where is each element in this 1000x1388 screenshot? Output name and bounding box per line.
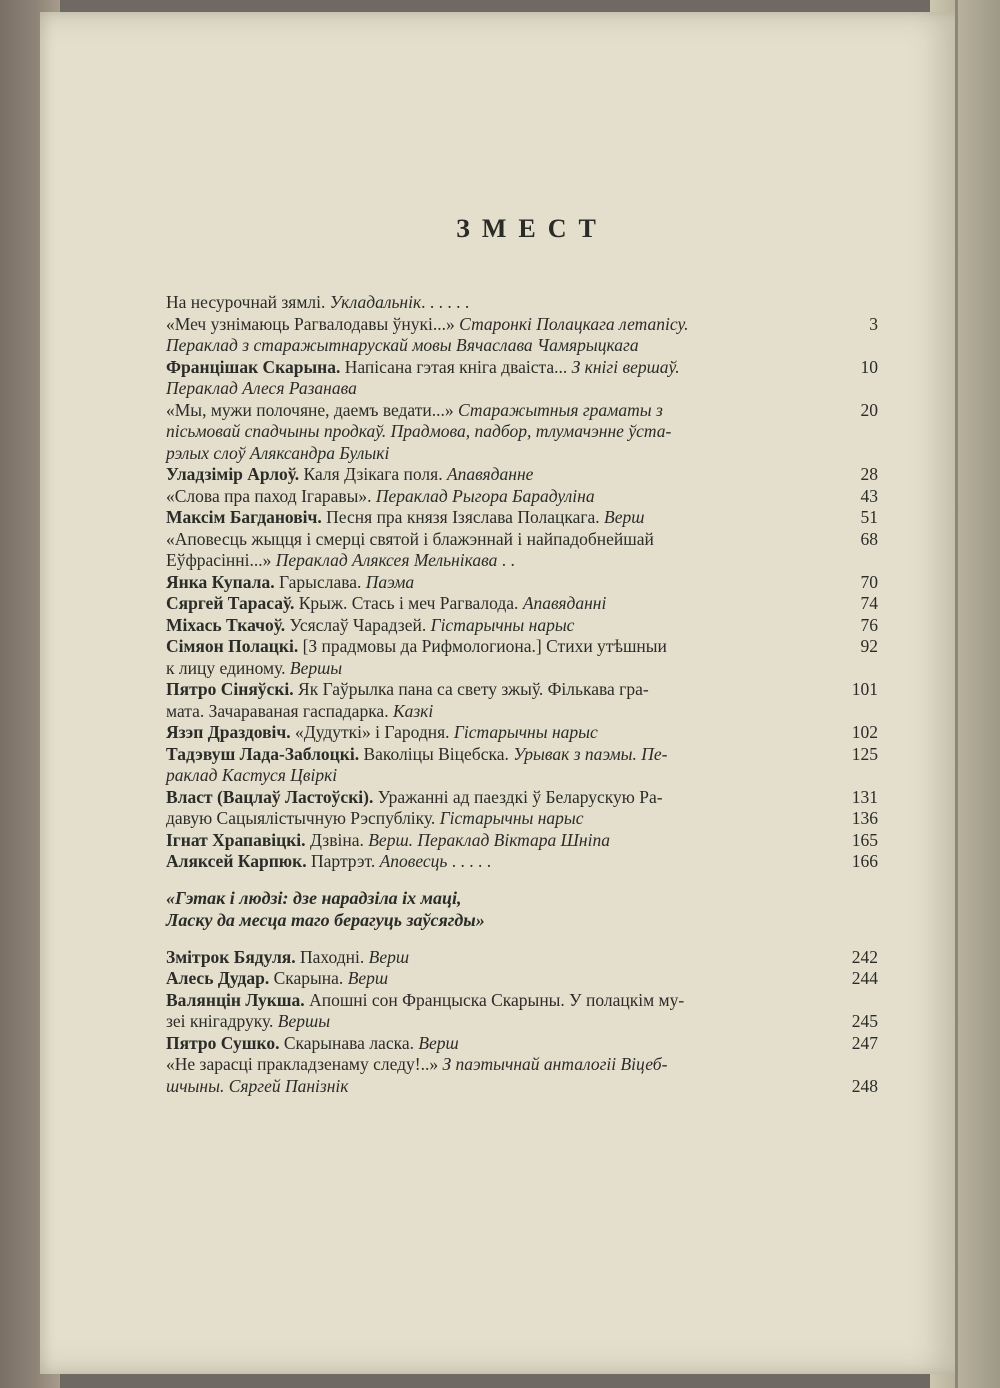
toc-entry — [166, 679, 878, 701]
author-name: Власт (Вацлаў Ластоўскі). — [166, 786, 374, 807]
toc-entry — [166, 744, 878, 766]
entry-note: Аповесць — [379, 851, 448, 871]
entry-title: мата. Зачараваная гаспадарка. — [166, 700, 393, 721]
author-name: Пятро Сіняўскі. — [166, 679, 294, 699]
toc-entry — [166, 421, 878, 443]
toc-entry-text — [166, 400, 663, 422]
author-name: Сімяон Полацкі. — [166, 636, 299, 656]
leader-dots: . . — [497, 550, 515, 570]
author-name: Ігнат Храпавіцкі. — [166, 829, 306, 850]
entry-title: Апошні сон Францыска Скарыны. У полацкім му- — [304, 989, 685, 1010]
entry-title: давую Сацыялістычную Рэспубліку. — [166, 808, 440, 828]
toc-entry — [166, 486, 878, 508]
author-name: Язэп Драздовіч. — [166, 722, 291, 742]
page-number: 248 — [851, 1075, 878, 1096]
toc-entry-text — [166, 1054, 667, 1076]
page-number: 68 — [860, 528, 878, 549]
toc-entry-text — [166, 593, 606, 615]
page-number: 43 — [860, 485, 878, 506]
entry-title: Песня пра князя Ізяслава Полацкага. — [321, 507, 605, 527]
page-edge — [955, 0, 958, 1388]
author-name: Максім Багдановіч. — [166, 507, 322, 527]
toc-entry-text — [166, 1033, 459, 1055]
entry-title: Дзвіна. — [305, 829, 369, 850]
page-number: 3 — [869, 313, 878, 334]
toc-entry-text — [166, 378, 357, 400]
entry-title: [З прадмовы да Рифмологиона.] Стихи утѣшныи — [298, 636, 667, 656]
toc-entry-text — [166, 851, 491, 873]
toc-entry — [166, 378, 878, 400]
entry-note: Пераклад Аляксея Мельнікава — [275, 550, 498, 570]
entry-note: Верш — [418, 1032, 459, 1053]
toc-entry — [166, 722, 878, 744]
table-of-contents — [166, 292, 878, 1097]
toc-entry-text — [166, 787, 663, 809]
toc-entry — [166, 529, 878, 551]
entry-title: «Дудуткі» і Гародня. — [290, 722, 454, 742]
toc-entry — [166, 464, 878, 486]
toc-entry-text — [166, 701, 433, 723]
toc-entry-text — [166, 765, 337, 787]
toc-entry-text — [166, 292, 469, 314]
entry-title: Гарыслава. — [274, 571, 366, 592]
page-number: 247 — [851, 1032, 878, 1053]
author-name: Пятро Сушко. — [166, 1032, 280, 1053]
entry-note: раклад Кастуся Цвіркі — [166, 765, 338, 785]
entry-note: Казкі — [392, 700, 434, 721]
toc-entry — [166, 1076, 878, 1098]
page-number: 125 — [851, 743, 878, 764]
entry-note: Верш. Пераклад Віктара Шніпа — [368, 829, 610, 850]
author-name: Аляксей Карпюк. — [166, 851, 307, 871]
toc-entry — [166, 990, 878, 1012]
toc-entry — [166, 830, 878, 852]
entry-title: Як Гаўрылка пана са свету зжыў. Фількава гра- — [293, 679, 649, 699]
toc-entry-text — [166, 507, 644, 529]
page-number: 244 — [851, 968, 878, 988]
toc-entry — [166, 400, 878, 422]
entry-note: рэлых слоў Аляксандра Булыкі — [166, 442, 390, 463]
entry-note: Гістарычны нарыс — [439, 808, 584, 828]
entry-note: З паэтычнай анталогіі Віцеб- — [442, 1054, 668, 1074]
entry-title: Скарына. — [269, 968, 348, 988]
section-heading-line-2: Ласку да месца таго берагуць заўсягды» — [166, 909, 485, 930]
entry-title: Усяслаў Чарадзей. — [285, 614, 431, 635]
toc-entry-text — [166, 357, 680, 379]
toc-entry-text — [166, 550, 515, 572]
author-name: Францішак Скарына. — [166, 356, 341, 377]
entry-note: Апавяданні — [522, 593, 607, 613]
toc-entry-text — [166, 808, 584, 830]
page-number: 76 — [860, 614, 878, 635]
section-heading — [166, 887, 878, 931]
leader-dots: . . . . . . — [421, 292, 470, 312]
entry-title: «Мы, мужи полочяне, даемъ ведати...» — [166, 399, 459, 420]
entry-note: Вершы — [289, 657, 343, 678]
leader-dots: . . . . . — [447, 851, 492, 871]
page-number: 242 — [851, 946, 878, 967]
entry-note: Гістарычны нарыс — [453, 722, 598, 742]
toc-entry-text — [166, 830, 610, 852]
toc-entry-text — [166, 744, 667, 766]
toc-entry — [166, 572, 878, 594]
entry-title: «Меч узнімаюць Рагвалодавы ўнукі...» — [166, 313, 460, 334]
toc-entry — [166, 335, 878, 357]
toc-entry — [166, 593, 878, 615]
toc-entry-text — [166, 486, 595, 508]
toc-entry — [166, 851, 878, 873]
author-name: Змітрок Бядуля. — [166, 946, 296, 967]
page-number: 166 — [851, 851, 878, 871]
author-name: Тадэвуш Лада-Заблоцкі. — [166, 743, 360, 764]
page-number: 165 — [851, 829, 878, 850]
author-name: Міхась Ткачоў. — [166, 614, 286, 635]
toc-entry — [166, 1033, 878, 1055]
toc-part-2 — [166, 947, 878, 1098]
entry-note: Пераклад з старажытнарускай мовы Вячаслава Чамярыцкага — [166, 335, 639, 355]
toc-entry-text — [166, 314, 689, 336]
toc-entry-text — [166, 636, 667, 658]
page-number: 28 — [860, 464, 878, 484]
toc-entry — [166, 357, 878, 379]
page-number: 245 — [851, 1011, 878, 1031]
toc-entry-text — [166, 990, 684, 1012]
author-name: Янка Купала. — [166, 571, 275, 592]
entry-note: Вершы — [277, 1011, 331, 1031]
toc-entry-text — [166, 658, 342, 680]
entry-title: Партрэт. — [306, 851, 380, 871]
toc-entry-text — [166, 1011, 330, 1033]
toc-entry — [166, 292, 878, 314]
toc-entry-text — [166, 947, 409, 969]
entry-title: «Не зарасці пракладзенаму следу!..» — [166, 1054, 443, 1074]
entry-title: к лицу единому. — [166, 657, 290, 678]
page-number: 131 — [851, 786, 878, 807]
page-number: 136 — [851, 808, 878, 828]
toc-entry-text — [166, 443, 389, 465]
entry-note: З кнігі вершаў. — [571, 356, 680, 377]
page-number: 74 — [860, 593, 878, 613]
entry-note: Верш — [604, 507, 645, 527]
toc-entry — [166, 701, 878, 723]
page-title: ЗМЕСТ — [456, 214, 608, 243]
toc-entry-text — [166, 968, 388, 990]
entry-title: Еўфрасінні...» — [166, 550, 276, 570]
toc-entry — [166, 443, 878, 465]
toc-entry — [166, 968, 878, 990]
toc-entry-text — [166, 421, 671, 443]
page-number: 102 — [851, 722, 878, 742]
entry-note: Урывак з паэмы. Пе- — [513, 743, 668, 764]
toc-entry — [166, 947, 878, 969]
toc-part-1 — [166, 292, 878, 873]
toc-entry — [166, 658, 878, 680]
toc-entry — [166, 507, 878, 529]
entry-note: пісьмовай спадчыны продкаў. Прадмова, падбор, тлумачэнне ўста- — [166, 421, 672, 441]
entry-note: Верш — [347, 968, 389, 988]
page-number: 92 — [860, 636, 878, 656]
entry-note: Гістарычны нарыс — [430, 614, 575, 635]
entry-note: Апавяданне — [446, 464, 534, 484]
entry-note: Старажытныя граматы з — [458, 399, 663, 420]
toc-entry — [166, 765, 878, 787]
toc-entry-text — [166, 1076, 348, 1098]
toc-entry — [166, 787, 878, 809]
entry-title: зеі кнігадруку. — [166, 1011, 278, 1031]
toc-entry-text — [166, 722, 598, 744]
section-heading-line-1: «Гэтак і людзі: дзе нарадзіла іх маці, — [166, 887, 462, 908]
toc-entry-text — [166, 615, 574, 637]
entry-note: Пераклад Рыгора Барадуліна — [375, 485, 595, 506]
toc-entry — [166, 314, 878, 336]
toc-entry — [166, 636, 878, 658]
page-number: 70 — [860, 571, 878, 592]
entry-title: Крыж. Стась і меч Рагвалода. — [294, 593, 523, 613]
entry-note: Паэма — [365, 571, 415, 592]
toc-entry — [166, 550, 878, 572]
toc-entry-text — [166, 529, 654, 551]
entry-title: На несурочнай зямлі. — [166, 292, 330, 312]
page-number: 20 — [860, 399, 878, 420]
entry-title: «Аповесць жыцця і смерці святой і блажэннай і найпадобнейшай — [166, 528, 654, 549]
entry-title: Уражанні ад паездкі ў Беларускую Ра- — [373, 786, 663, 807]
entry-title: Паходні. — [295, 946, 369, 967]
entry-title: Каля Дзікага поля. — [299, 464, 447, 484]
author-name: Алесь Дудар. — [166, 968, 270, 988]
entry-note: Укладальнік — [329, 292, 422, 312]
entry-title: Напісана гэтая кніга дваіста... — [340, 356, 572, 377]
toc-entry — [166, 808, 878, 830]
author-name: Сяргей Тарасаў. — [166, 593, 295, 613]
page-number: 101 — [851, 679, 878, 699]
author-name: Валянцін Лукша. — [166, 989, 305, 1010]
entry-note: Старонкі Полацкага летапісу. — [459, 313, 689, 334]
page-number: 51 — [860, 507, 878, 527]
entry-title: Скарынава ласка. — [279, 1032, 419, 1053]
author-name: Уладзімір Арлоў. — [166, 464, 300, 484]
entry-note: шчыны. Сяргей Панізнік — [166, 1075, 349, 1096]
toc-entry-text — [166, 335, 639, 357]
toc-entry — [166, 1011, 878, 1033]
toc-entry-text — [166, 572, 414, 594]
entry-title: Ваколіцы Віцебска. — [359, 743, 514, 764]
page-number: 10 — [860, 356, 878, 377]
entry-note: Пераклад Алеся Разанава — [166, 378, 357, 398]
toc-entry — [166, 1054, 878, 1076]
toc-entry-text — [166, 679, 649, 701]
toc-entry — [166, 615, 878, 637]
entry-note: Верш — [368, 946, 410, 967]
toc-entry-text — [166, 464, 533, 486]
entry-title: «Слова пра паход Ігаравы». — [166, 485, 376, 506]
